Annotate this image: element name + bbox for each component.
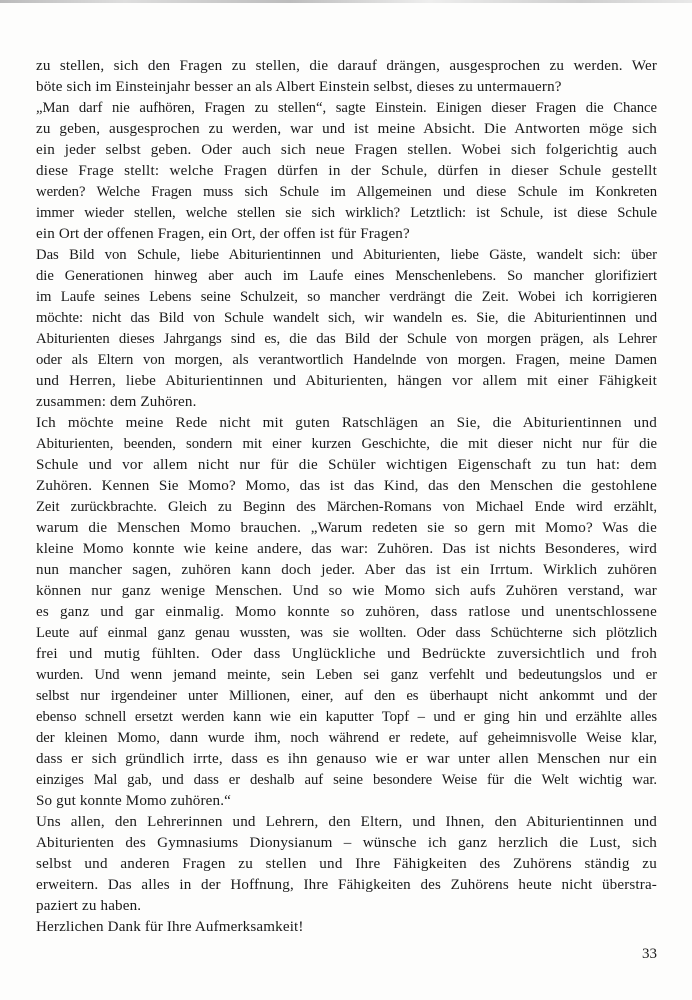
text-line: immer wieder stellen, welche stellen sie sich wirklich? Letztlich: ist Schule, ist diese Schule: [36, 205, 657, 221]
paragraph: [36, 245, 657, 413]
text-line: paziert zu haben.: [36, 898, 142, 914]
scan-edge-artifact: [0, 0, 692, 3]
paragraph: [36, 917, 657, 938]
text-line: selbst und anderen Fragen zu stellen und Ihre Fähigkeiten des Zuhörens ständig zu: [36, 856, 657, 872]
text-line: oder als Eltern von morgen, als verantwortlich Handelnde von morgen. Fragen, meine Damen: [36, 352, 657, 368]
text-line: Das Bild von Schule, liebe Abiturientinnen und Abiturienten, liebe Gäste, wandelt sich: über: [36, 247, 657, 263]
text-line: Abiturienten, beenden, sondern mit einer kurzen Geschichte, die mit dieser nicht nur für die: [36, 436, 657, 452]
page-number: 33: [642, 946, 657, 962]
text-line: zu geben, ausgesprochen zu werden, war und ist meine Absicht. Die Antworten möge sich: [36, 121, 657, 137]
text-line: nun mancher sagen, zuhören kann doch jeder. Aber das ist ein Irrtum. Wirklich zuhören: [36, 562, 657, 578]
text-line: zusammen: dem Zuhören.: [36, 394, 197, 410]
text-line: erweitern. Das alles in der Hoffnung, Ihre Fähigkeiten des Zuhörens heute nicht überstra-: [36, 877, 657, 893]
text-line: frei und mutig fühlten. Oder dass Unglückliche und Bedrückte zuversichtlich und froh: [36, 646, 657, 662]
text-line: böte sich im Einsteinjahr besser an als Albert Einstein selbst, dieses zu untermauern?: [36, 79, 562, 95]
paragraph: [36, 812, 657, 917]
text-line: ebenso schnell ersetzt werden kann wie ein kaputter Topf – und er ging hin und erzählte alles: [36, 709, 657, 725]
text-line: Leute auf einmal ganz genau wussten, was sie wollten. Oder dass Schüchterne sich plötzlich: [36, 625, 657, 641]
text-line: Herzlichen Dank für Ihre Aufmerksamkeit!: [36, 919, 304, 935]
text-line: Abiturienten dieses Jahrgangs sind es, die das Bild der Schule von morgen prägen, als Lehrer: [36, 331, 657, 347]
text-line: warum die Menschen Momo brauchen. „Warum redeten sie so gern mit Momo? Was die: [36, 520, 657, 536]
text-line: die Generationen hinweg aber auch im Laufe eines Menschenlebens. So mancher glorifiziert: [36, 268, 657, 284]
paragraph: [36, 98, 657, 245]
text-line: diese Frage stellt: welche Fragen dürfen in der Schule, dürfen in dieser Schule gestellt: [36, 163, 657, 179]
text-line: Ich möchte meine Rede nicht mit guten Ratschlägen an Sie, die Abiturientinnen und: [36, 415, 657, 431]
text-line: der kleinen Momo, dann wurde ihm, noch während er redete, auf geheimnisvolle Weise klar,: [36, 730, 657, 746]
paragraph: [36, 413, 657, 812]
text-line: wurden. Und wenn jemand meinte, sein Leben sei ganz verfehlt und bedeutungslos und er: [36, 667, 657, 683]
text-line: im Laufe seines Lebens seine Schulzeit, so mancher verdrängt die Zeit. Wobei ich korrigieren: [36, 289, 657, 305]
text-line: und Herren, liebe Abiturientinnen und Abiturienten, hängen vor allem mit einer Fähigkeit: [36, 373, 657, 389]
text-line: Abiturienten des Gymnasiums Dionysianum – wünsche ich ganz herzlich die Lust, sich: [36, 835, 657, 851]
page-text-body: [36, 56, 657, 938]
text-line: selbst nur irgendeiner unter Millionen, einer, auf den es überhaupt nicht ankommt und der: [36, 688, 657, 704]
text-line: Zeit zurückbrachte. Gleich zu Beginn des Märchen-Romans von Michael Ende wird erzählt,: [36, 499, 657, 515]
text-line: dass er sich gründlich irrte, dass es ihn genauso wie er war unter allen Menschen nur ein: [36, 751, 657, 767]
text-line: ein jeder selbst geben. Oder auch sich neue Fragen stellen. Wobei sich folgerichtig auch: [36, 142, 657, 158]
text-line: Uns allen, den Lehrerinnen und Lehrern, den Eltern, und Ihnen, den Abiturientinnen und: [36, 814, 657, 830]
text-line: Schule und vor allem nicht nur für die Schüler wichtigen Eigenschaft zu tun hat: dem: [36, 457, 657, 473]
text-line: zu stellen, sich den Fragen zu stellen, die darauf drängen, ausgesprochen zu werden. Wer: [36, 58, 657, 74]
text-line: es ganz und gar einmalig. Momo konnte so zuhören, dass ratlose und unentschlossene: [36, 604, 657, 620]
paragraph: [36, 56, 657, 98]
text-line: einziges Mal gab, und dass er deshalb auf seine besondere Weise für die Welt wichtig war.: [36, 772, 657, 788]
text-line: werden? Welche Fragen muss sich Schule im Allgemeinen und diese Schule im Konkreten: [36, 184, 657, 200]
text-line: Zuhören. Kennen Sie Momo? Momo, das ist das Kind, das den Menschen die gestohlene: [36, 478, 657, 494]
text-line: ein Ort der offenen Fragen, ein Ort, der offen ist für Fragen?: [36, 226, 410, 242]
text-line: So gut konnte Momo zuhören.“: [36, 793, 231, 809]
text-line: kleine Momo konnte wie keine andere, das war: Zuhören. Das ist nichts Besonderes, wird: [36, 541, 657, 557]
text-line: „Man darf nie aufhören, Fragen zu stellen“, sagte Einstein. Einigen dieser Fragen die Chance: [36, 100, 657, 116]
text-line: möchte: nicht das Bild von Schule wandelt sich, wir wandeln es. Sie, die Abiturientinnen und: [36, 310, 657, 326]
text-line: können nur ganz wenige Menschen. Und so wie Momo sich aufs Zuhören verstand, war: [36, 583, 657, 599]
